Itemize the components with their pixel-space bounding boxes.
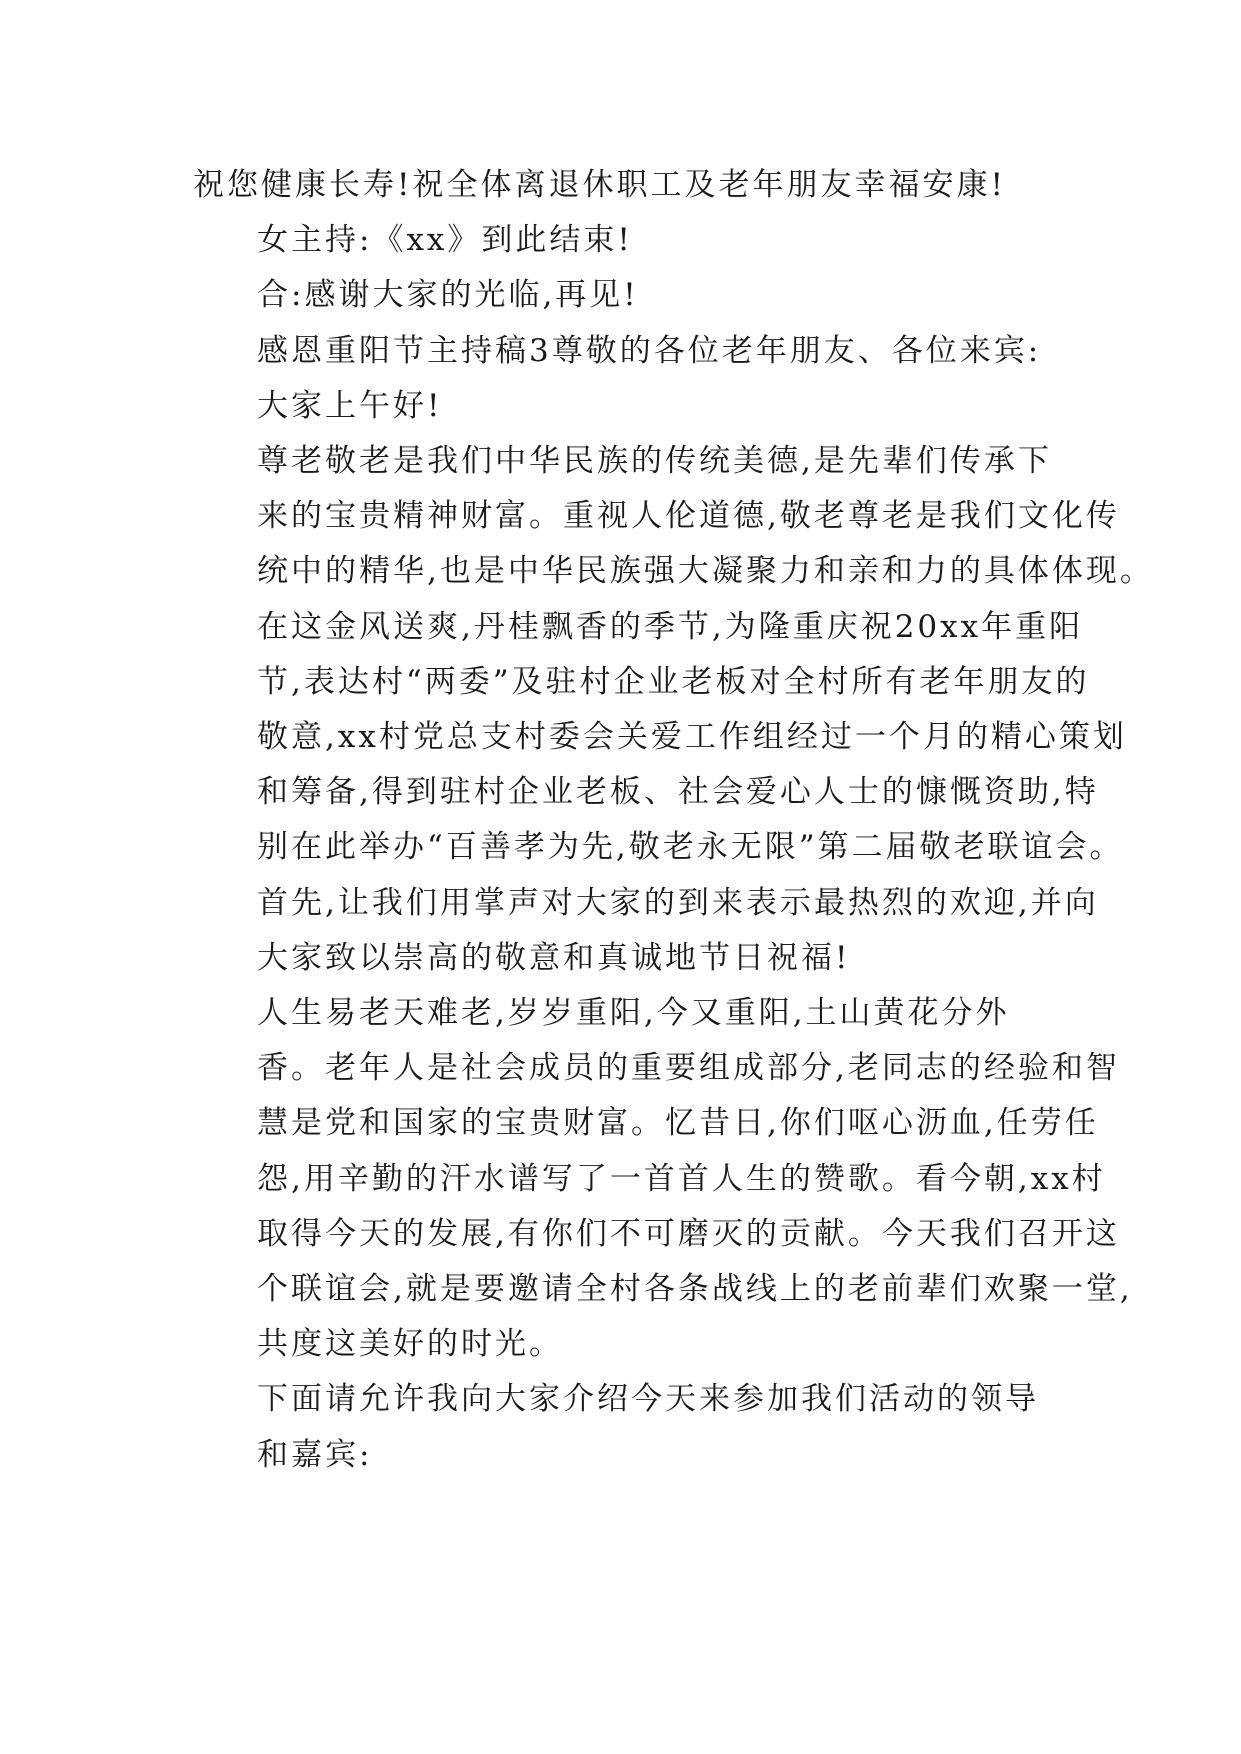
closing-wish-paragraph xyxy=(193,158,1073,213)
section-heading-line xyxy=(193,324,1073,379)
text-line: 共度这美好的时光。 xyxy=(257,1326,563,1363)
text-line: 祝您健康长寿!祝全体离退休职工及老年朋友幸福安康! xyxy=(193,167,1006,203)
text-line: 来的宝贵精神财富。重视人伦道德,敬老尊老是我们文化传 xyxy=(257,498,1120,535)
text-line: 感恩重阳节主持稿3尊敬的各位老年朋友、各位来宾: xyxy=(257,332,1042,369)
text-line: 怨,用辛勤的汗水谱写了一首首人生的赞歌。看今朝,xx村 xyxy=(257,1160,1106,1197)
text-line: 个联谊会,就是要邀请全村各条战线上的老前辈们欢聚一堂, xyxy=(257,1271,1133,1308)
text-line: 人生易老天难老,岁岁重阳,今又重阳,土山黄花分外 xyxy=(257,995,1010,1032)
text-line: 敬意,xx村党总支村委会关爱工作组经过一个月的精心策划 xyxy=(257,719,1127,756)
text-line: 合:感谢大家的光临,再见! xyxy=(257,277,639,314)
text-line: 尊老敬老是我们中华民族的传统美德,是先辈们传承下 xyxy=(257,443,1052,480)
text-line: 下面请允许我向大家介绍今天来参加我们活动的领导 xyxy=(257,1381,1039,1418)
text-line: 香。老年人是社会成员的重要组成部分,老同志的经验和智 xyxy=(257,1050,1120,1087)
text-line: 和嘉宾: xyxy=(257,1436,373,1473)
respect-elders-paragraph xyxy=(193,434,1154,986)
text-line: 统中的精华,也是中华民族强大凝聚力和亲和力的具体体现。 xyxy=(257,553,1154,590)
text-line: 首先,让我们用掌声对大家的到来表示最热烈的欢迎,并向 xyxy=(257,884,1099,921)
together-line xyxy=(193,268,1073,323)
female-host-line xyxy=(193,213,1073,268)
text-line: 和筹备,得到驻村企业老板、社会爱心人士的慷慨资助,特 xyxy=(257,774,1099,811)
text-line: 大家致以崇高的敬意和真诚地节日祝福! xyxy=(257,939,851,976)
text-line: 在这金风送爽,丹桂飘香的季节,为隆重庆祝20xx年重阳 xyxy=(257,608,1084,645)
introduction-paragraph xyxy=(193,1372,1073,1482)
text-line: 慧是党和国家的宝贵财富。忆昔日,你们呕心沥血,任劳任 xyxy=(257,1105,1099,1142)
text-line: 别在此举办“百善孝为先,敬老永无限”第二届敬老联谊会。 xyxy=(257,829,1124,866)
text-line: 节,表达村“两委”及驻村企业老板对全村所有老年朋友的 xyxy=(257,663,1090,700)
document-body xyxy=(193,158,1154,1483)
greeting-line xyxy=(193,379,1073,434)
text-line: 取得今天的发展,有你们不可磨灭的贡献。今天我们召开这 xyxy=(257,1215,1120,1252)
text-line: 女主持:《xx》到此结束! xyxy=(257,222,633,259)
life-paragraph xyxy=(193,986,1133,1372)
text-line: 大家上午好! xyxy=(257,387,443,424)
